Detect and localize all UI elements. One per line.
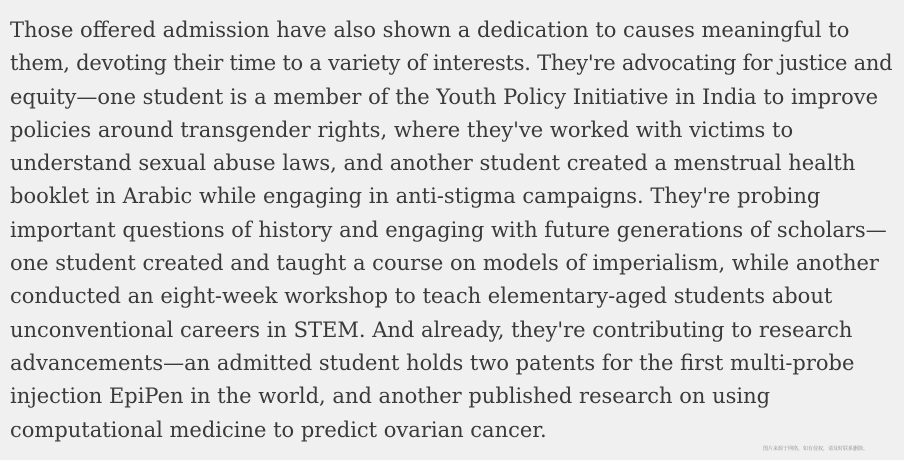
paragraph-line: booklet in Arabic while engaging in anti-stigma campaigns. They're probing [10,184,821,209]
paragraph-line: Those offered admission have also shown a dedication to causes meaningful to [10,18,850,42]
source-watermark: 图片来源于网络，如有侵权，请及时联系删除。 [762,446,868,452]
article-paragraph [10,14,894,447]
paragraph-line: injection EpiPen in the world, and another published research on using [10,384,771,409]
paragraph-line: unconventional careers in STEM. And already, they're contributing to research [10,317,853,342]
paragraph-line: policies around transgender rights, where they've worked with victims to [10,117,794,142]
paragraph-line: conducted an eight-week workshop to teach elementary-aged students about [10,284,833,309]
paragraph-line: advancements—an admitted student holds two patents for the first multi-probe [10,350,855,375]
paragraph-line: them, devoting their time to a variety of interests. They're advocating for justice and [10,51,893,76]
paragraph-line: one student created and taught a course on models of imperialism, while another [10,251,879,276]
paragraph-line: computational medicine to predict ovarian cancer. [10,417,547,442]
paragraph-line: important questions of history and engaging with future generations of scholars— [10,217,887,242]
paragraph-line: equity—one student is a member of the Youth Policy Initiative in India to improve [10,84,879,109]
paragraph-line: understand sexual abuse laws, and another student created a menstrual health [10,151,856,176]
